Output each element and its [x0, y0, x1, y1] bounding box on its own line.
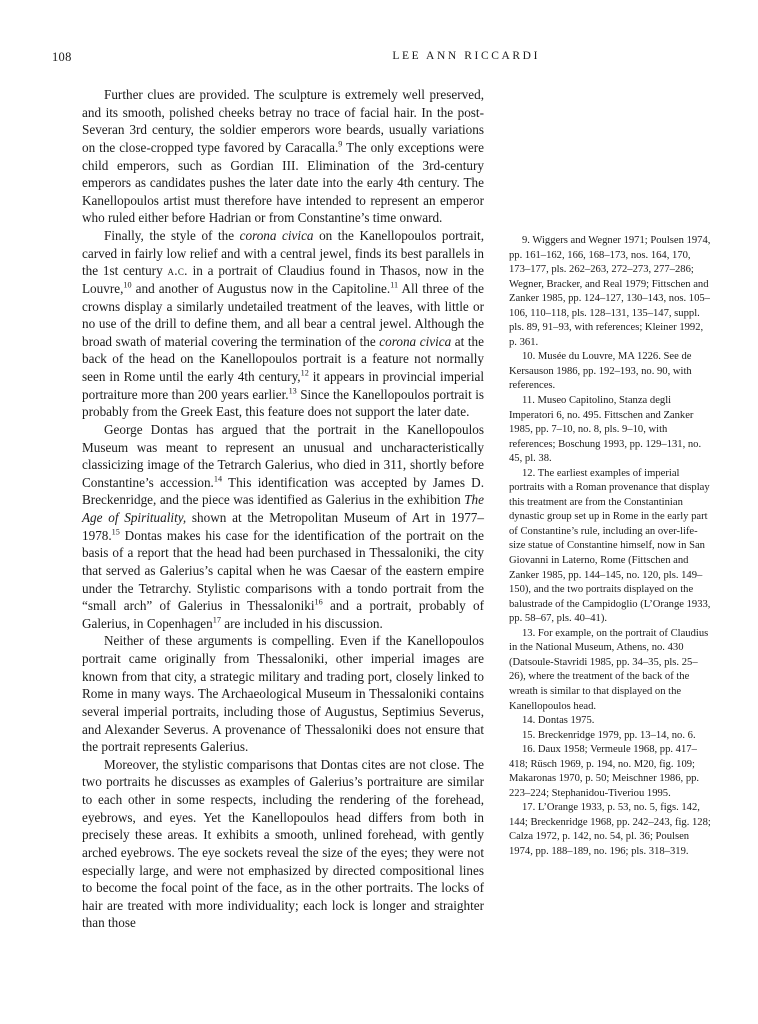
- italic-text: corona civica: [239, 228, 314, 243]
- body-paragraph: [82, 756, 484, 932]
- footnote: 13. For example, on the portrait of Claudius in the National Museum, Athens, no. 430 (Datsoule-Stavridi 1985, pp. 34–35, pls. 25–26), where the treatment of the back of the wreath is similar to that displayed on the Kanellopoulos head.: [509, 627, 709, 712]
- text-run: in a portrait of Claudius found in Thasos, now in the Louvre,: [82, 263, 485, 296]
- footnote-ref: 13: [288, 386, 297, 396]
- body-paragraph: [82, 421, 484, 633]
- text-run: George Dontas has argued that the portrait in the Kanellopoulos Museum was meant to represent an unusual and uncharacteristically classicizing image of the Tetrarch Galerius, who died in 311, shortly before Constantine’s accession.: [82, 421, 484, 490]
- footnotes-column: [509, 234, 712, 860]
- body-paragraph: [82, 227, 484, 421]
- text-run: Finally, the style of the: [104, 228, 240, 243]
- footnote: 11. Museo Capitolino, Stanza degli Imperatori 6, no. 495. Fittschen and Zanker 1985, pp. 7–10, no. 8, pls. 9–10, with references; Boschung 1993, pp. 129–131, no. 45, pl. 38.: [509, 395, 702, 465]
- text-run: at the back of the head on the Kanellopoulos portrait is a feature not normally seen in Rome until the early 4th century,: [82, 333, 484, 384]
- running-head: LEE ANN RICCARDI: [392, 50, 540, 62]
- text-run: Moreover, the stylistic comparisons that Dontas cites are not close. The two portraits he discusses as examples of Galerius’s portraiture are similar to each other in some respects, including the rendering of the forehead, eyebrows, and eyes. Yet the Kanellopoulos head differs from both in precisely these areas. It exhibits a smooth, unlined forehead, with gently arched eyebrows. The eye sockets reveal the size of the eyes; they were not especially large, and were not emphasized by directed compositional lines to become the focal point of the face, as in the other portraits. The locks of hair are treated with more individuality; each lock is longer and straighter than those: [82, 756, 484, 931]
- footnote-ref: 11: [390, 280, 399, 290]
- footnote: 10. Musée du Louvre, MA 1226. See de Kersauson 1986, pp. 192–193, no. 90, with references.: [509, 351, 692, 392]
- footnote: 17. L’Orange 1933, p. 53, no. 5, figs. 142, 144; Breckenridge 1968, pp. 242–243, fig. 128; Calza 1972, p. 142, no. 54, pl. 36; Poulsen 1974, pp. 188–189, no. 196; pls. 318–319.: [509, 802, 711, 857]
- main-text-column: [82, 86, 484, 932]
- page-number: 108: [52, 50, 72, 64]
- text-run: it appears in provincial imperial portraiture more than 200 years earlier.: [82, 369, 484, 402]
- text-run: on the Kanellopoulos portrait, carved in fairly low relief and with a central jewel, finds its best parallels in the 1st century: [82, 228, 485, 279]
- footnote: 9. Wiggers and Wegner 1971; Poulsen 1974, pp. 161–162, 166, 168–173, nos. 164, 170, 173–177, pls. 262–263, 272–273, 277–286; Wegner, Bracker, and Real 1979; Fittschen and Zanker 1985, pp. 124–127, 130–143, nos. 105–106, 110–118, pls. 128–131, 135–147, suppl. pls. 89, 91–93, with references; Kleiner 1992, p. 361.: [509, 235, 711, 348]
- footnote-ref: 17: [212, 615, 221, 625]
- text-run: Dontas makes his case for the identification of the portrait on the basis of a report that the head had been purchased in Thessaloniki, the city that served as Galerius’s capital when he was Caesar of the eastern empire under the Tetrarchy. Stylistic comparisons with a tondo portrait from the “small arch” of Galerius in Thessaloniki: [82, 527, 484, 614]
- footnote: 14. Dontas 1975.: [522, 715, 595, 727]
- text-run: are included in his discussion.: [220, 615, 383, 631]
- footnote-ref: 14: [213, 474, 223, 484]
- text-run: Neither of these arguments is compelling. Even if the Kanellopoulos portrait came originally from Thessaloniki, other imperial images are known from that city, a strategic military and trading port, closely linked to Rome in many ways. The Archaeological Museum in Thessaloniki contains several imperial portraits, including those of Augustus, Septimius Severus, and Alexander Severus. A provenance of Thessaloniki does not ensure that the portrait represents Galerius.: [82, 633, 484, 755]
- text-run: and another of Augustus now in the Capitoline.: [131, 280, 391, 296]
- body-paragraph: [82, 86, 484, 227]
- footnote-ref: 16: [314, 597, 323, 607]
- footnote: 16. Daux 1958; Vermeule 1968, pp. 417–418; Rüsch 1969, p. 194, no. M20, fig. 109; Makaronas 1970, p. 50; Meischner 1986, pp. 223–224; Stephanidou-Tiveriou 1995.: [509, 744, 700, 799]
- text-run: All three of the crowns display a similarly undetailed treatment of the leaves, with little or no use of the drill to define them, and all bear a central jewel. Although the broad swath of material covering the termination of the: [82, 280, 485, 349]
- small-caps-text: a.c.: [167, 263, 188, 279]
- italic-text: corona civica: [379, 333, 452, 349]
- footnote: 12. The earliest examples of imperial portraits with a Roman provenance that display this treatment are from the Constantinian dynastic group set up in Rome in the early part of Constantine’s rule, including an over-life-size statue of Constantine himself, now in San Giovanni in Laterno, Rome (Fittschen and Zanker 1985, pp. 144–145, no. 120, pls. 149–150), and the two portraits displayed on the balustrade of the Campidoglio (L’Orange 1933, pp. 58–67, pls. 40–41).: [509, 467, 711, 625]
- footnote-ref: 15: [111, 527, 120, 537]
- footnote-ref: 9: [338, 139, 343, 149]
- text-run: shown at the Metropolitan Museum of Art in 1977–1978.: [82, 510, 484, 543]
- text-run: The only exceptions were child emperors, such as Gordian III. Elimination of the 3rd-century emperors as candidates pushes the later date into the early 4th century. The Kanellopoulos artist must therefore have intended to represent an emperor who ruled either before Hadrian or from Constantine’s time onward.: [82, 139, 484, 226]
- footnote-ref: 12: [300, 368, 309, 378]
- body-paragraph: [82, 632, 484, 755]
- footnote: 15. Breckenridge 1979, pp. 13–14, no. 6.: [522, 729, 696, 741]
- footnote-ref: 10: [123, 280, 132, 290]
- text-run: Since the Kanellopoulos portrait is probably from the Greek East, this feature does not support the later date.: [82, 386, 484, 420]
- italic-text: The Age of Spirituality,: [82, 492, 484, 525]
- text-run: Further clues are provided. The sculpture is extremely well preserved, and its smooth, polished cheeks betray no trace of facial hair. In the post-Severan 3rd century, the soldier emperors wore beards, usually variations on the close-cropped type favored by Caracalla.: [82, 87, 484, 155]
- text-run: and a portrait, probably of Galerius, in Copenhagen: [82, 598, 484, 631]
- text-run: This identification was accepted by James D. Breckenridge, and the piece was identified as Galerius in the exhibition: [82, 474, 484, 508]
